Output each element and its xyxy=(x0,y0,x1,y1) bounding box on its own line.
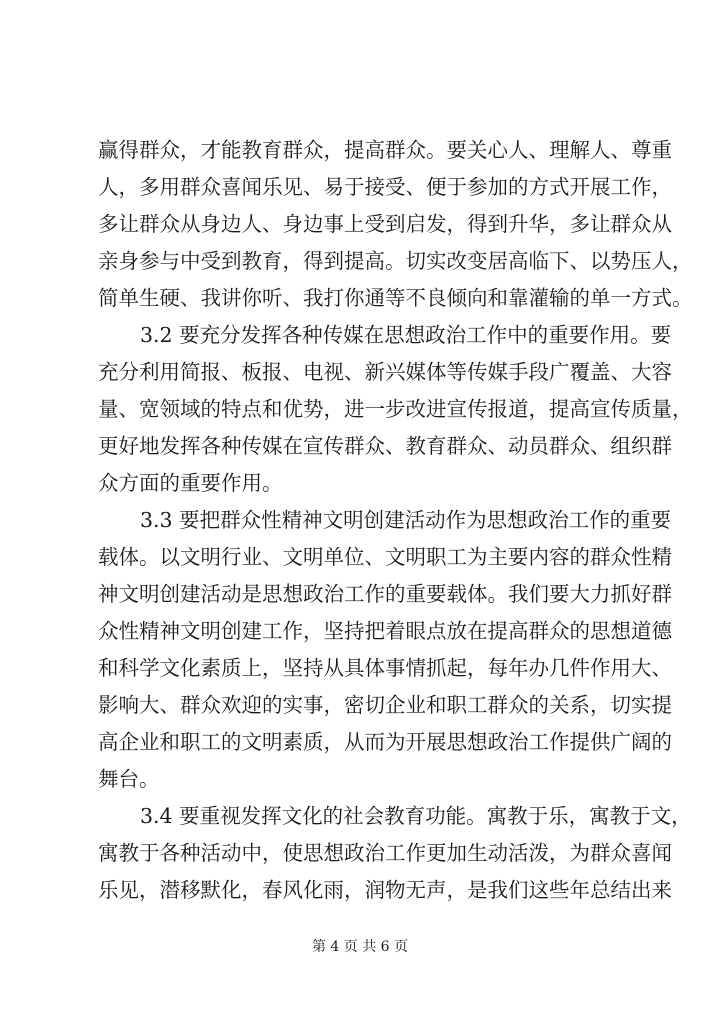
paragraph-continued xyxy=(98,132,693,317)
body-text xyxy=(98,132,693,909)
text-line: 众性精神文明创建工作，坚持把着眼点放在提高群众的思想道德 xyxy=(98,619,672,643)
text-line: 简单生硬、我讲你听、我打你通等不良倾向和靠灌输的单一方式。 xyxy=(98,286,693,310)
text-line: 高企业和职工的文明素质，从而为开展思想政治工作提供广阔的 xyxy=(98,730,672,754)
paragraph-3-2 xyxy=(98,317,693,502)
paragraph-3-4 xyxy=(98,798,692,909)
text-line: 3.2 要充分发挥各种传媒在思想政治工作中的重要作用。要 xyxy=(140,323,672,347)
text-line: 3.4 要重视发挥文化的社会教育功能。寓教于乐，寓教于文， xyxy=(140,804,692,828)
text-line: 载体。以文明行业、文明单位、文明职工为主要内容的群众性精 xyxy=(98,545,672,569)
text-line: 亲身参与中受到教育，得到提高。切实改变居高临下、以势压人， xyxy=(98,249,693,273)
text-line: 量、宽领域的特点和优势，进一步改进宣传报道，提高宣传质量， xyxy=(98,397,693,421)
text-line: 乐见，潜移默化，春风化雨，润物无声，是我们这些年总结出来 xyxy=(98,878,672,902)
text-line: 多让群众从身边人、身边事上受到启发，得到升华，多让群众从 xyxy=(98,212,672,236)
text-line: 和科学文化素质上，坚持从具体事情抓起，每年办几件作用大、 xyxy=(98,656,672,680)
text-line: 寓教于各种活动中，使思想政治工作更加生动活泼，为群众喜闻 xyxy=(98,841,672,865)
text-line: 充分利用简报、板报、电视、新兴媒体等传媒手段广覆盖、大容 xyxy=(98,360,672,384)
text-line: 影响大、群众欢迎的实事，密切企业和职工群众的关系，切实提 xyxy=(98,693,672,717)
text-line: 3.3 要把群众性精神文明创建活动作为思想政治工作的重要 xyxy=(140,508,672,532)
text-line: 神文明创建活动是思想政治工作的重要载体。我们要大力抓好群 xyxy=(98,582,672,606)
paragraph-3-3 xyxy=(98,502,672,798)
page-number-label: 第 4 页 共 6 页 xyxy=(311,939,409,955)
page-footer xyxy=(0,936,720,956)
text-line: 人，多用群众喜闻乐见、易于接受、便于参加的方式开展工作， xyxy=(98,175,672,199)
text-line: 舞台。 xyxy=(98,767,160,791)
text-line: 更好地发挥各种传媒在宣传群众、教育群众、动员群众、组织群 xyxy=(98,434,672,458)
text-line: 赢得群众，才能教育群众，提高群众。要关心人、理解人、尊重 xyxy=(98,138,672,162)
text-line: 众方面的重要作用。 xyxy=(98,471,283,495)
